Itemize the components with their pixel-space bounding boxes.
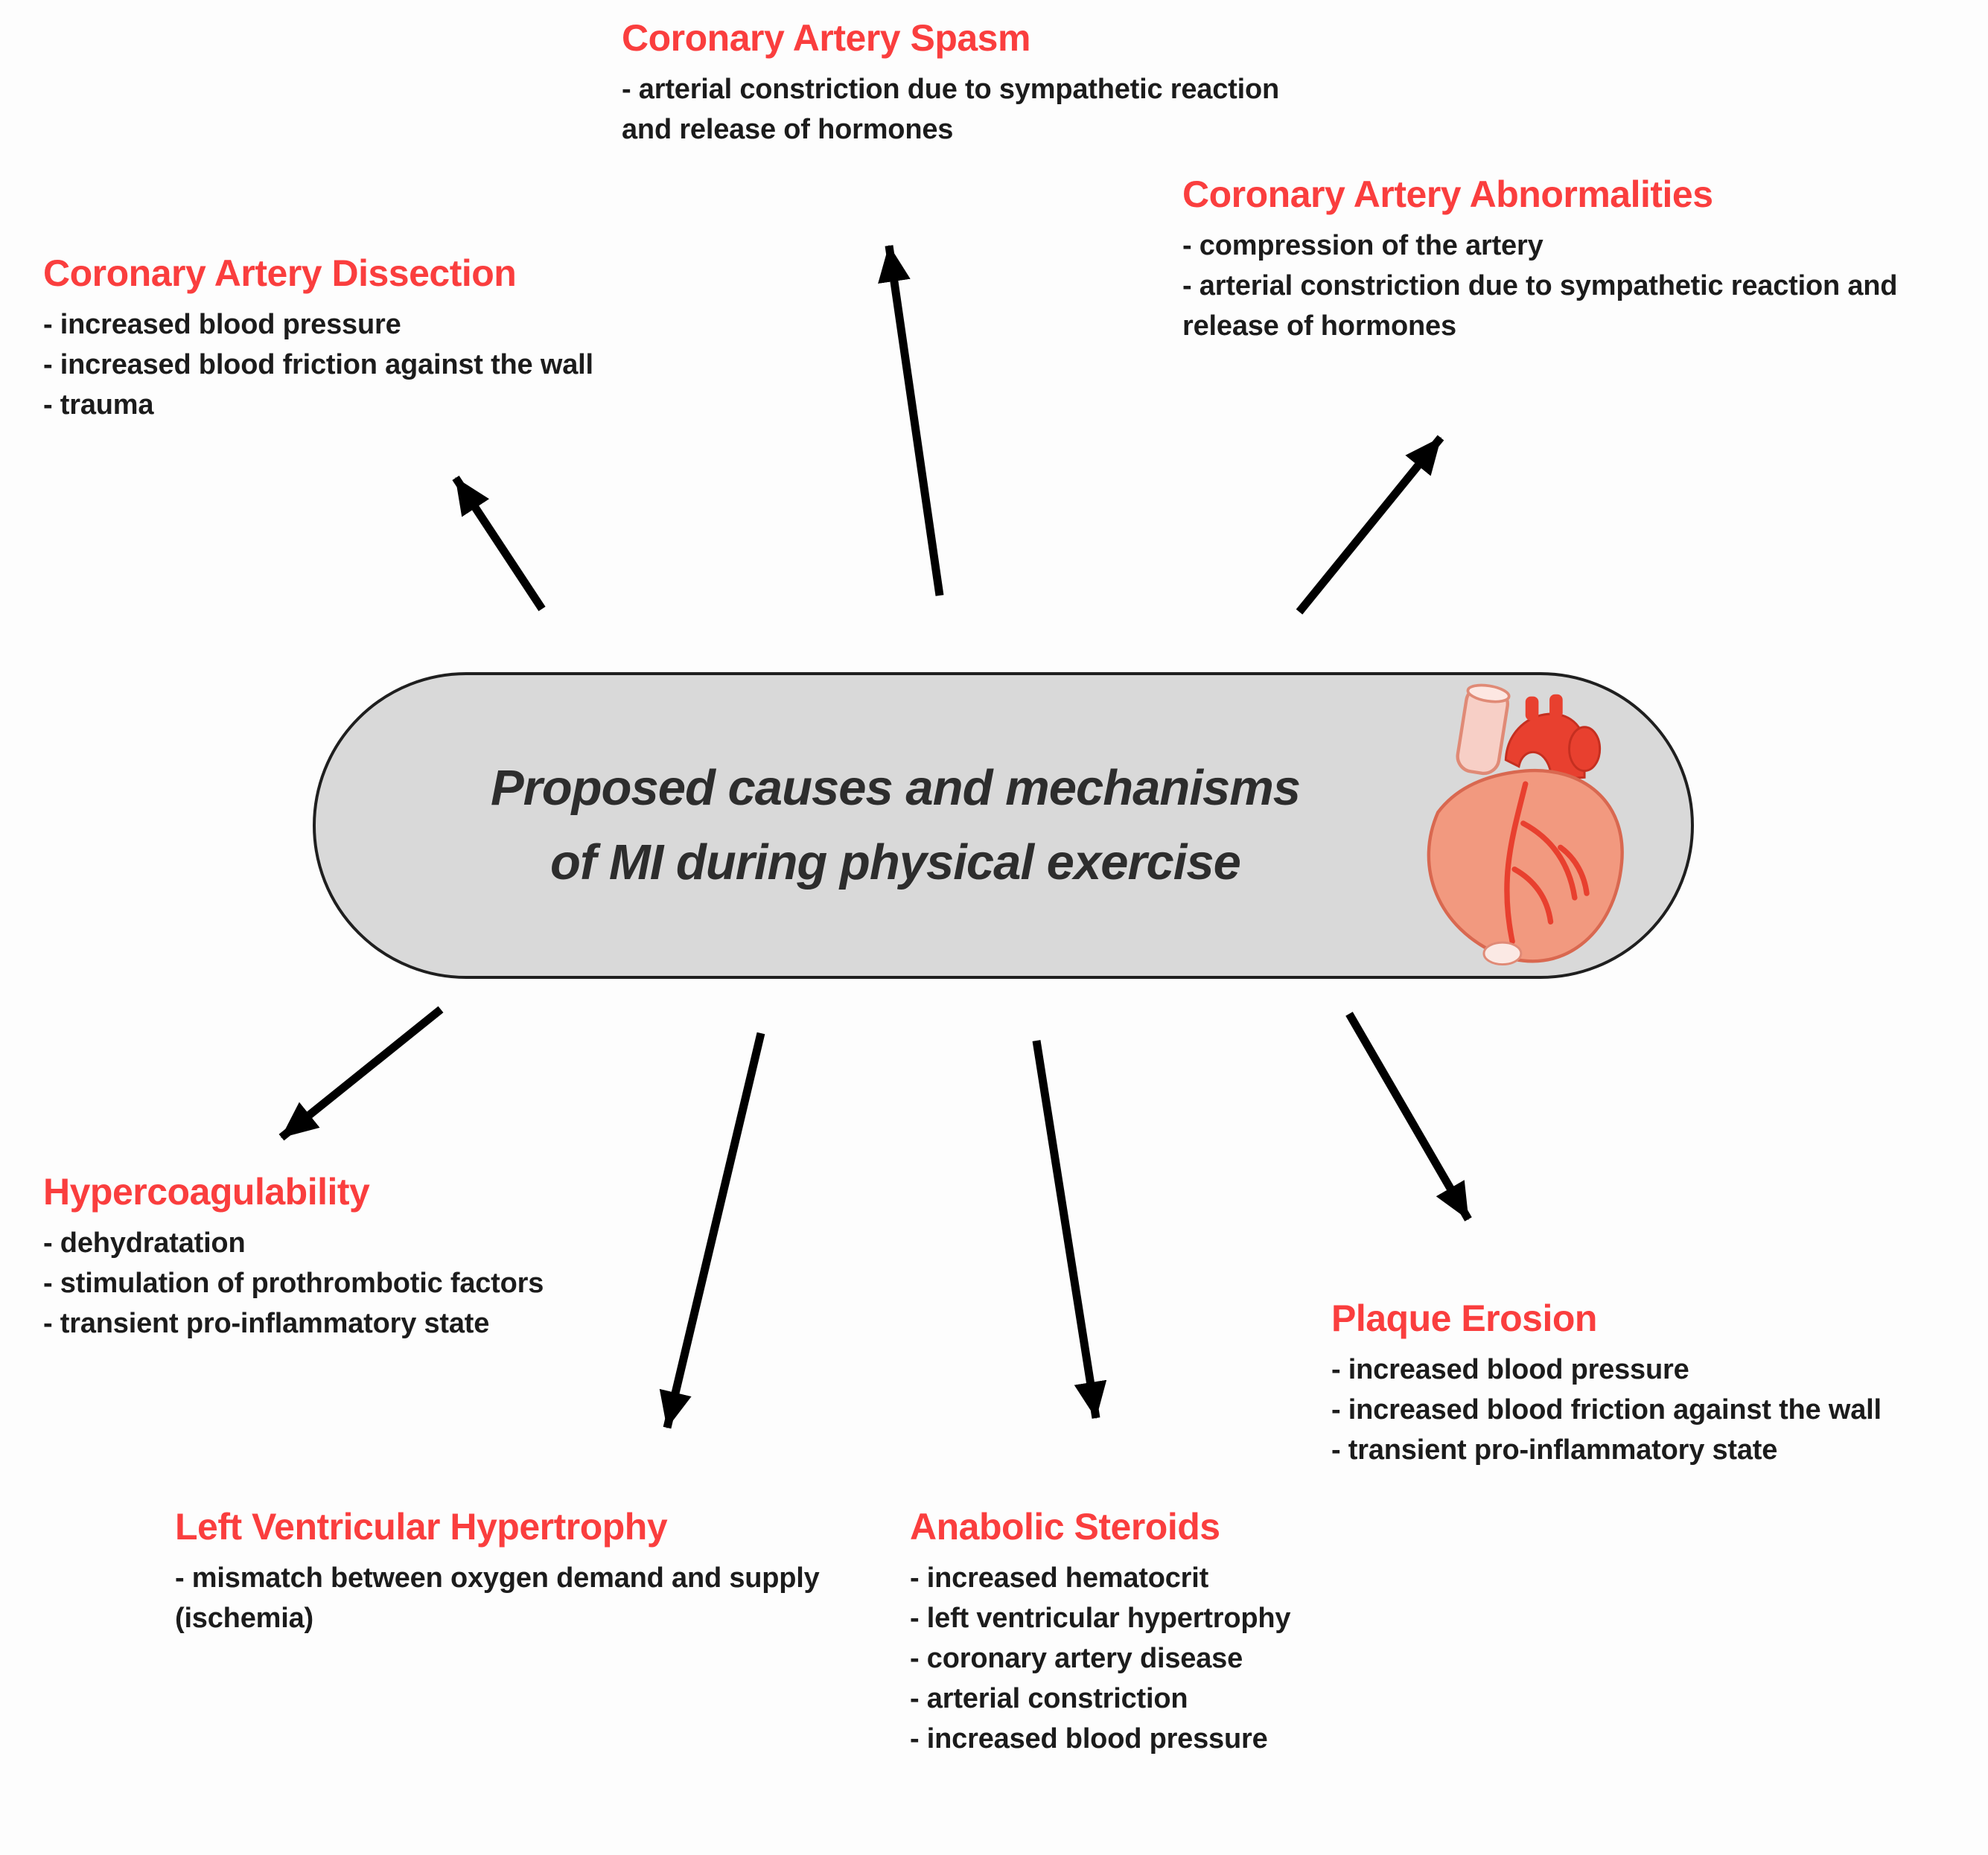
- cause-details-hypercoagulability: [43, 1224, 691, 1344]
- cause-item: - stimulation of prothrombotic factors: [43, 1267, 544, 1299]
- cause-item: - coronary artery disease: [910, 1642, 1243, 1674]
- cause-node-coronary-artery-spasm: [622, 16, 1322, 150]
- cause-node-hypercoagulability: [43, 1170, 691, 1344]
- heart-vena-cava-icon: [1456, 683, 1511, 776]
- central-topic-line1: Proposed causes and mechanisms: [490, 759, 1301, 816]
- cause-title-coronary-artery-spasm: Coronary Artery Spasm: [622, 17, 1030, 59]
- cause-details-coronary-artery-spasm: [622, 70, 1322, 150]
- arrow-to-anabolic-steroids: [1036, 1041, 1096, 1418]
- cause-title-coronary-artery-dissection: Coronary Artery Dissection: [43, 252, 517, 294]
- cause-title-left-ventricular-hypertrophy: Left Ventricular Hypertrophy: [175, 1506, 668, 1548]
- cause-item: - mismatch between oxygen demand and supply (ischemia): [175, 1562, 820, 1634]
- cause-title-anabolic-steroids: Anabolic Steroids: [910, 1506, 1220, 1548]
- cause-item: - compression of the artery: [1182, 230, 1543, 261]
- heart-apex-highlight: [1484, 942, 1521, 964]
- cause-title-plaque-erosion: Plaque Erosion: [1331, 1297, 1597, 1339]
- cause-node-left-ventricular-hypertrophy: [175, 1505, 830, 1639]
- cause-item: - increased hematocrit: [910, 1562, 1209, 1594]
- cause-title-hypercoagulability: Hypercoagulability: [43, 1171, 370, 1213]
- central-topic-line2: of MI during physical exercise: [550, 834, 1240, 890]
- cause-details-coronary-artery-abnormalities: [1182, 226, 1988, 347]
- cause-item: - dehydratation: [43, 1227, 246, 1259]
- heart-illustration: [1394, 683, 1640, 968]
- central-topic-title: [491, 751, 1300, 901]
- cause-item: - arterial constriction due to sympathetic reaction and release of hormones: [1182, 269, 1898, 342]
- heart-body-shape: [1429, 770, 1622, 961]
- cause-item: - transient pro-inflammatory state: [43, 1307, 490, 1339]
- cause-node-coronary-artery-dissection: [43, 252, 758, 426]
- arrow-to-coronary-artery-dissection: [456, 478, 542, 609]
- arrow-to-coronary-artery-spasm: [889, 246, 940, 596]
- cause-title-coronary-artery-abnormalities: Coronary Artery Abnormalities: [1182, 173, 1713, 215]
- cause-item: - increased blood pressure: [1331, 1354, 1689, 1385]
- arrow-to-plaque-erosion: [1349, 1014, 1468, 1219]
- cause-item: - increased blood pressure: [910, 1722, 1268, 1755]
- cause-item: - arterial constriction due to sympathetic reaction and release of hormones: [622, 74, 1280, 145]
- cause-details-left-ventricular-hypertrophy: [175, 1559, 830, 1639]
- cause-details-anabolic-steroids: [910, 1559, 1424, 1760]
- cause-item: - left ventricular hypertrophy: [910, 1602, 1291, 1634]
- cause-item: - transient pro-inflammatory state: [1331, 1434, 1778, 1466]
- cause-item: - arterial constriction: [910, 1682, 1188, 1714]
- cause-node-plaque-erosion: [1331, 1297, 1897, 1471]
- arrow-to-coronary-artery-abnormalities: [1299, 438, 1441, 612]
- cause-item: - increased blood friction against the wall: [1331, 1393, 1882, 1425]
- heart-aorta-icon: [1506, 695, 1599, 780]
- cause-item: - trauma: [43, 389, 154, 421]
- arrow-to-hypercoagulability: [281, 1009, 441, 1137]
- cause-details-plaque-erosion: [1331, 1350, 1897, 1471]
- cause-node-anabolic-steroids: [910, 1505, 1424, 1760]
- cause-item: - increased blood friction against the wall: [43, 348, 593, 380]
- cause-node-coronary-artery-abnormalities: [1182, 173, 1988, 347]
- cause-details-coronary-artery-dissection: [43, 305, 758, 426]
- cause-item: - increased blood pressure: [43, 309, 401, 340]
